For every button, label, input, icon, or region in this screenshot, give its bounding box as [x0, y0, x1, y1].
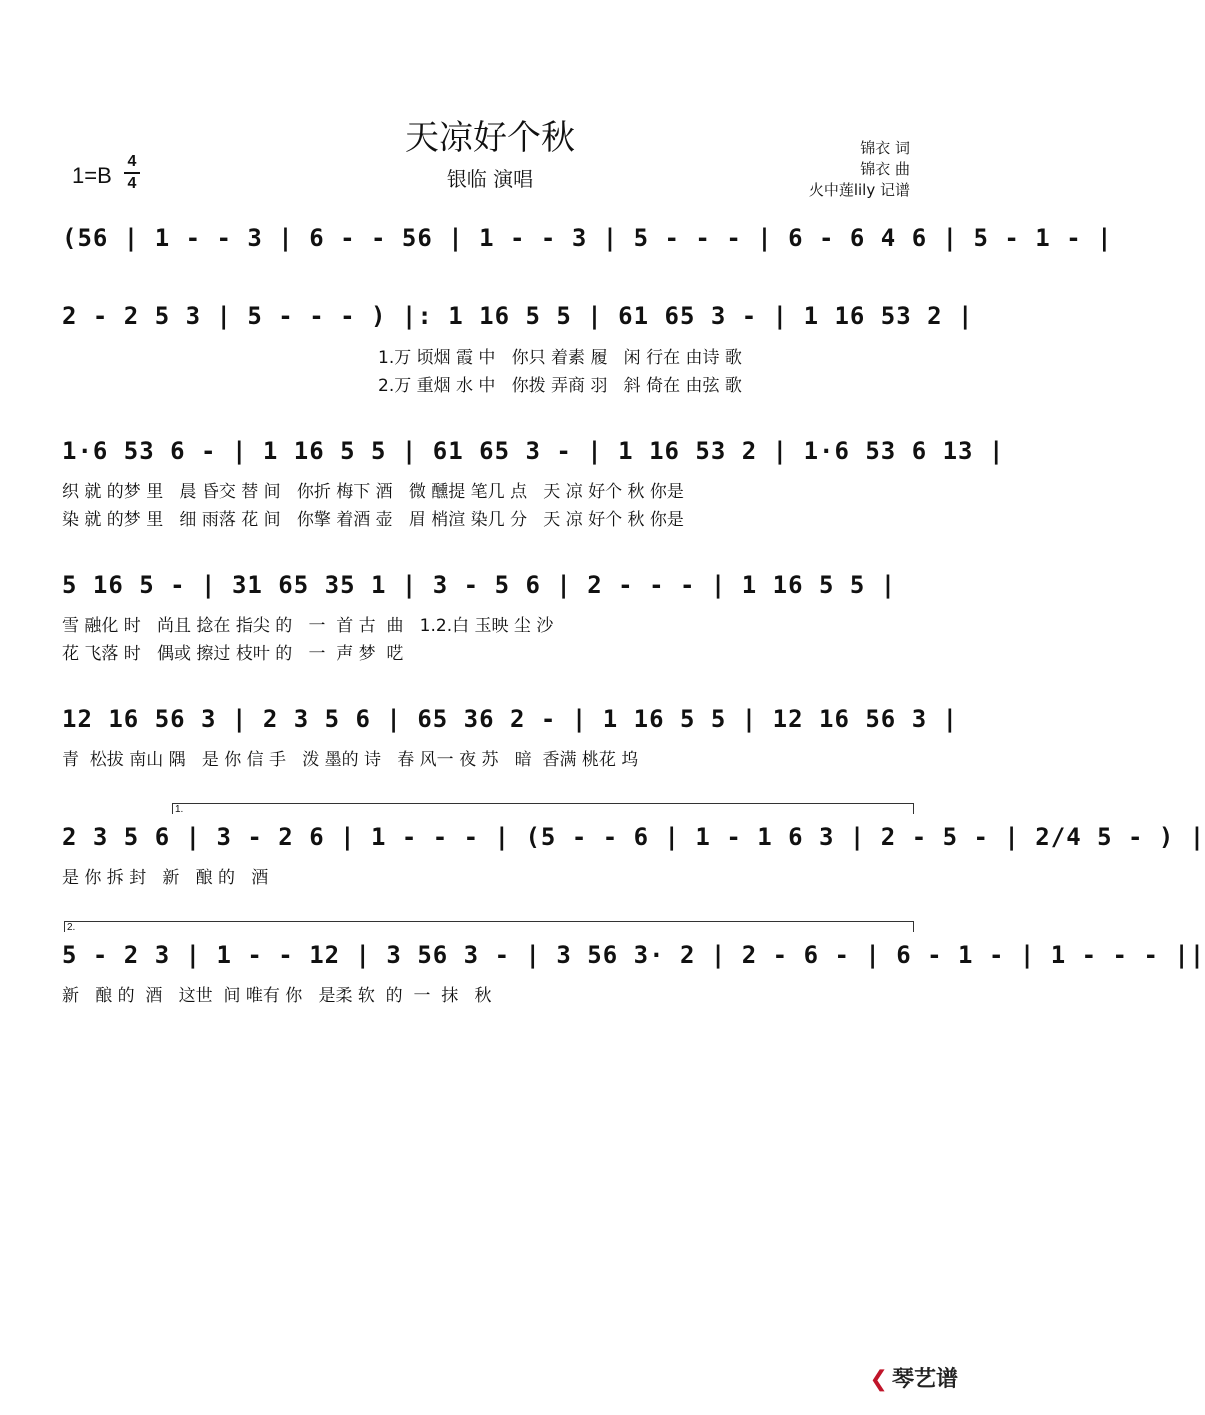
lyric-row-3-verse-2: 染 就 的梦 里 细 雨落 花 间 你擎 着酒 壶 眉 梢渲 染几 分 天 凉 好个 秋 你是 — [62, 510, 684, 530]
logo-mark-icon: ❮ — [869, 1367, 888, 1392]
score-row-3: 1·6 53 6 - | 1 16 5 5 | 61 65 3 - | 1 16 53 2 | 1·6 53 6 13 | — [62, 437, 1005, 465]
lyric-row-2-verse-2: 2.万 重烟 水 中 你拨 弄商 羽 斜 倚在 由弦 歌 — [378, 376, 742, 396]
volta-2-bracket: 2. — [64, 921, 914, 932]
singer-credit: 银临 演唱 — [446, 167, 534, 191]
composer-credit: 锦衣 曲 — [860, 160, 910, 178]
lyric-row-4-verse-1: 雪 融化 时 尚且 捻在 指尖 的 一 首 古 曲 1.2.白 玉映 尘 沙 — [62, 616, 554, 636]
lyric-row-2-verse-1: 1.万 顷烟 霞 中 你只 着素 履 闲 行在 由诗 歌 — [378, 348, 742, 368]
transcriber-credit: 火中莲lily 记谱 — [808, 181, 910, 199]
time-top: 4 — [127, 153, 137, 170]
lyric-row-3-verse-1: 织 就 的梦 里 晨 昏交 替 间 你折 梅下 酒 微 醺提 笔几 点 天 凉 好个 秋 你是 — [62, 482, 684, 502]
time-signature — [124, 153, 140, 193]
lyric-row-7: 新 酿 的 酒 这世 间 唯有 你 是柔 软 的 一 抹 秋 — [62, 986, 492, 1006]
page-title: 天凉好个秋 — [405, 118, 575, 158]
time-bottom: 4 — [127, 175, 137, 192]
score-row-4: 5 16 5 - | 31 65 35 1 | 3 - 5 6 | 2 - - - | 1 16 5 5 | — [62, 571, 897, 599]
volta-1-bracket: 1. — [172, 803, 914, 814]
score-row-6: 2 3 5 6 | 3 - 2 6 | 1 - - - | (5 - - 6 | 1 - 1 6 3 | 2 - 5 - | 2/4 5 - ) | — [62, 823, 1205, 851]
score-row-5: 12 16 56 3 | 2 3 5 6 | 65 36 2 - | 1 16 5 5 | 12 16 56 3 | — [62, 705, 959, 733]
site-logo: ❮ 琴艺谱 — [869, 1367, 958, 1392]
score-row-1: (56 | 1 - - 3 | 6 - - 56 | 1 - - 3 | 5 - - - | 6 - 6 4 6 | 5 - 1 - | — [62, 224, 1113, 252]
score-row-7: 5 - 2 3 | 1 - - 12 | 3 56 3 - | 3 56 3· 2 | 2 - 6 - | 6 - 1 - | 1 - - - || — [62, 941, 1205, 969]
lyric-row-4-verse-2: 花 飞落 时 偶或 擦过 枝叶 的 一 声 梦 呓 — [62, 644, 404, 664]
lyricist-credit: 锦衣 词 — [860, 139, 910, 157]
time-divider — [124, 172, 140, 174]
lyric-row-6: 是 你 拆 封 新 酿 的 酒 — [62, 868, 269, 888]
key-signature: 1=B — [72, 163, 112, 188]
lyric-row-5: 青 松拔 南山 隅 是 你 信 手 泼 墨的 诗 春 风一 夜 苏 暗 香满 桃花 坞 — [62, 750, 639, 770]
score-row-2: 2 - 2 5 3 | 5 - - - ) |: 1 16 5 5 | 61 65 3 - | 1 16 53 2 | — [62, 302, 974, 330]
